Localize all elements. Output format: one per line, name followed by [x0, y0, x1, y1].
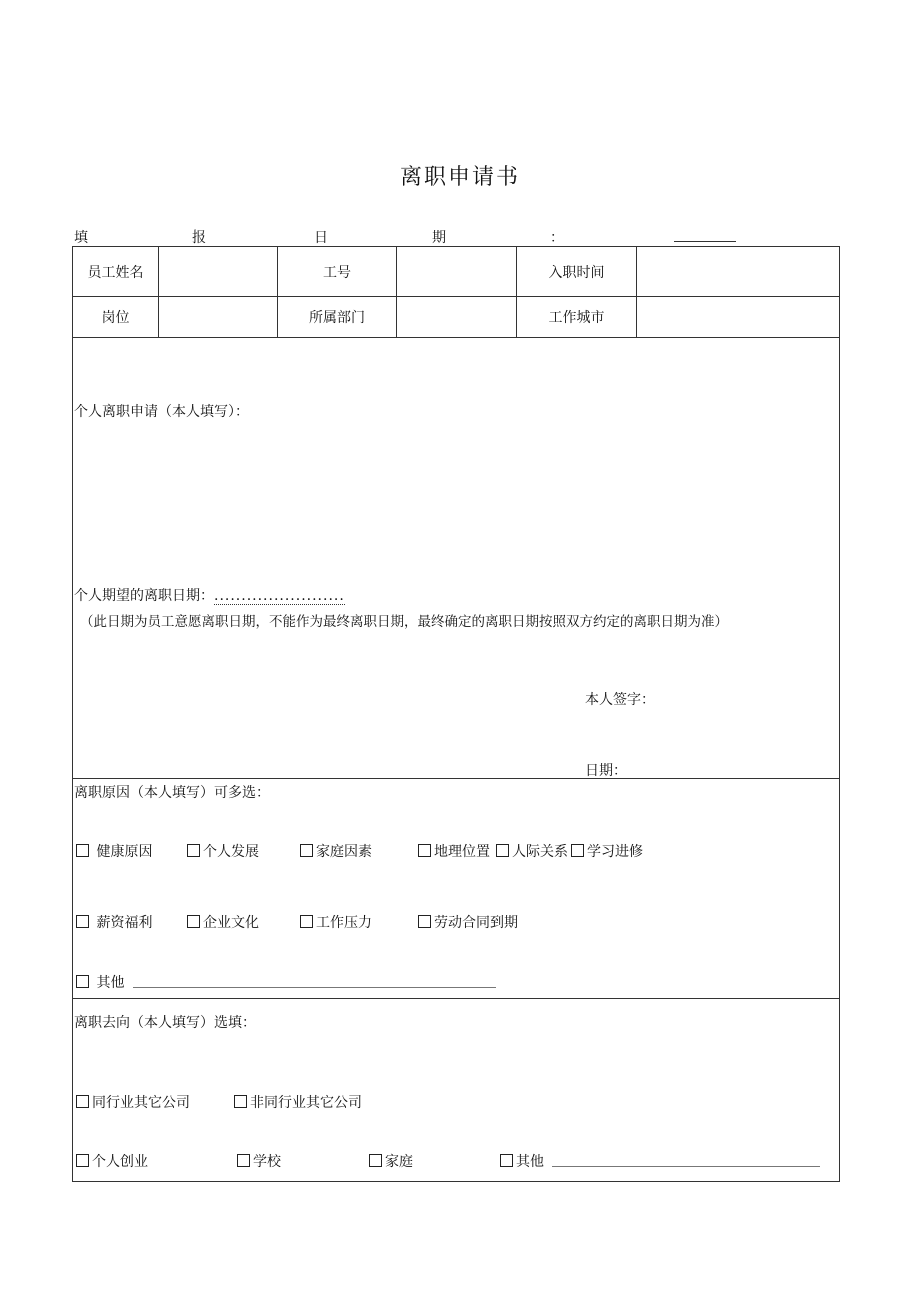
form-frame: [72, 246, 840, 1182]
checkbox-icon: [234, 1095, 247, 1108]
dest-other-industry-checkbox[interactable]: 非同行业其它公司: [234, 1092, 362, 1112]
employee-name-label: 员工姓名: [87, 264, 144, 281]
document-title: 离职申请书: [399, 165, 520, 190]
checkbox-icon: [187, 844, 200, 857]
fill-date-blank[interactable]: [674, 241, 736, 242]
reason-other-input[interactable]: [133, 987, 496, 988]
reason-health-checkbox[interactable]: 健康原因: [76, 841, 152, 861]
checkbox-icon: [76, 844, 89, 857]
expected-date-row: [74, 585, 345, 605]
reason-location-checkbox[interactable]: 地理位置: [418, 841, 490, 861]
checkbox-icon: [418, 844, 431, 857]
date-char-3: 日: [314, 230, 328, 246]
section-divider: [72, 998, 840, 999]
work-city-field[interactable]: [637, 297, 839, 337]
reason-family-checkbox[interactable]: 家庭因素: [300, 841, 372, 861]
dest-school-checkbox[interactable]: 学校: [237, 1151, 281, 1171]
date-colon: ：: [550, 230, 564, 246]
application-label: 个人离职申请（本人填写）：: [74, 404, 249, 420]
date-char-1: 填: [74, 230, 88, 246]
checkbox-icon: [76, 1154, 89, 1167]
checkbox-icon: [369, 1154, 382, 1167]
checkbox-icon: [571, 844, 584, 857]
work-city-label: 工作城市: [548, 310, 605, 326]
dest-same-industry-checkbox[interactable]: 同行业其它公司: [76, 1092, 190, 1112]
reason-contract-checkbox[interactable]: 劳动合同到期: [418, 912, 518, 932]
checkbox-icon: [418, 915, 431, 928]
position-label: 岗位: [101, 310, 130, 326]
expected-date-note: （此日期为员工意愿离职日期，不能作为最终离职日期，最终确定的离职日期按照双方约定的离职日期为准）: [80, 614, 728, 630]
checkbox-icon: [76, 915, 89, 928]
hire-date-label: 入职时间: [548, 264, 605, 281]
reason-culture-checkbox[interactable]: 企业文化: [187, 912, 259, 932]
expected-date-blank[interactable]: ........................: [214, 588, 345, 604]
reason-study-checkbox[interactable]: 学习进修: [571, 841, 643, 861]
fill-date-line: [74, 227, 840, 247]
checkbox-icon: [300, 844, 313, 857]
destination-label: 离职去向（本人填写）选填：: [74, 1015, 256, 1031]
dest-family-checkbox[interactable]: 家庭: [369, 1151, 413, 1171]
reason-pressure-checkbox[interactable]: 工作压力: [300, 912, 372, 932]
dest-other-input[interactable]: [552, 1166, 820, 1167]
date-char-4: 期: [432, 230, 446, 246]
reasons-label: 离职原因（本人填写）可多选：: [74, 785, 270, 801]
reason-relationship-checkbox[interactable]: 人际关系: [496, 841, 568, 861]
checkbox-icon: [496, 844, 509, 857]
hire-date-field[interactable]: [637, 247, 839, 296]
section-divider: [72, 778, 840, 779]
checkbox-icon: [237, 1154, 250, 1167]
checkbox-icon: [76, 1095, 89, 1108]
date-char-2: 报: [192, 230, 206, 246]
position-field[interactable]: [159, 297, 277, 337]
reason-salary-checkbox[interactable]: 薪资福利: [76, 912, 152, 932]
employee-id-field[interactable]: [397, 247, 516, 296]
dest-other-checkbox[interactable]: 其他: [500, 1151, 544, 1171]
checkbox-icon: [500, 1154, 513, 1167]
employee-name-field[interactable]: [159, 247, 277, 296]
signature-label: 本人签字：: [585, 692, 655, 708]
checkbox-icon: [187, 915, 200, 928]
checkbox-icon: [76, 975, 89, 988]
row-divider: [72, 337, 840, 338]
department-label: 所属部门: [309, 310, 365, 326]
checkbox-icon: [300, 915, 313, 928]
expected-date-label: 个人期望的离职日期：: [74, 588, 214, 604]
reason-career-checkbox[interactable]: 个人发展: [187, 841, 259, 861]
reason-other-checkbox[interactable]: 其他: [76, 972, 124, 992]
employee-id-label: 工号: [323, 264, 351, 281]
signature-date-label: 日期：: [585, 763, 627, 779]
department-field[interactable]: [397, 297, 516, 337]
dest-startup-checkbox[interactable]: 个人创业: [76, 1151, 148, 1171]
